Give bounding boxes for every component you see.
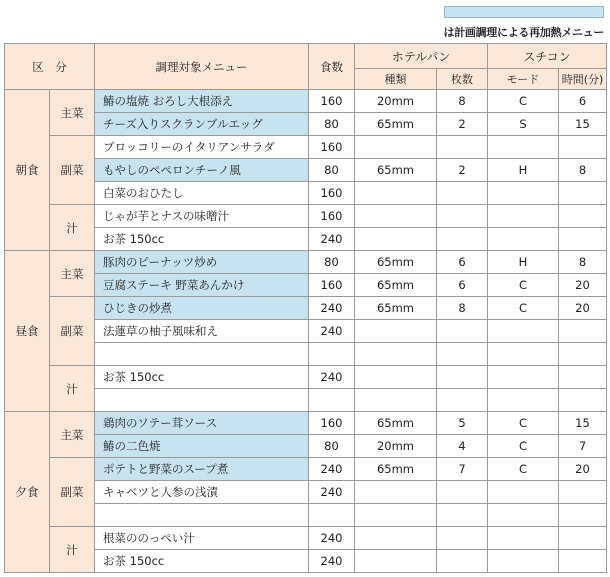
servings-cell: 80 bbox=[309, 435, 355, 458]
servings-cell: 160 bbox=[309, 274, 355, 297]
legend-text: は計画調理による再加熱メニュー bbox=[443, 26, 604, 39]
pan-type-cell bbox=[355, 136, 437, 159]
mode-cell: S bbox=[488, 113, 559, 136]
table-row bbox=[5, 343, 607, 366]
servings-cell: 160 bbox=[309, 90, 355, 113]
pan-count-cell bbox=[437, 504, 488, 527]
table-row bbox=[5, 159, 607, 182]
mode-cell bbox=[488, 527, 559, 550]
header-time: 時間(分) bbox=[559, 69, 607, 90]
menu-item-name: 白菜のおひたし bbox=[95, 182, 309, 205]
time-cell bbox=[559, 136, 607, 159]
pan-type-cell bbox=[355, 504, 437, 527]
pan-count-cell: 6 bbox=[437, 251, 488, 274]
mode-cell: C bbox=[488, 274, 559, 297]
pan-type-cell bbox=[355, 343, 437, 366]
header-mode: モード bbox=[488, 69, 559, 90]
pan-count-cell: 2 bbox=[437, 159, 488, 182]
menu-item-name: お茶 150cc bbox=[95, 228, 309, 251]
pan-count-cell: 2 bbox=[437, 113, 488, 136]
menu-table bbox=[4, 43, 607, 573]
pan-type-cell bbox=[355, 320, 437, 343]
pan-type-cell bbox=[355, 481, 437, 504]
header-division: 区 分 bbox=[5, 44, 95, 90]
mode-cell bbox=[488, 228, 559, 251]
servings-cell: 80 bbox=[309, 113, 355, 136]
pan-count-cell: 7 bbox=[437, 458, 488, 481]
pan-type-cell: 65mm bbox=[355, 297, 437, 320]
meal-label: 朝食 bbox=[5, 90, 50, 251]
pan-type-cell: 65mm bbox=[355, 274, 437, 297]
pan-type-cell: 65mm bbox=[355, 412, 437, 435]
table-row bbox=[5, 297, 607, 320]
time-cell: 7 bbox=[559, 435, 607, 458]
pan-type-cell bbox=[355, 389, 437, 412]
mode-cell: C bbox=[488, 297, 559, 320]
pan-type-cell bbox=[355, 228, 437, 251]
menu-item-name: チーズ入りスクランブルエッグ bbox=[95, 113, 309, 136]
pan-type-cell bbox=[355, 205, 437, 228]
time-cell: 8 bbox=[559, 159, 607, 182]
pan-count-cell: 5 bbox=[437, 412, 488, 435]
menu-item-name: 鰆の二色焼 bbox=[95, 435, 309, 458]
table-row bbox=[5, 527, 607, 550]
mode-cell: C bbox=[488, 90, 559, 113]
menu-item-name: 豆腐ステーキ 野菜あんかけ bbox=[95, 274, 309, 297]
time-cell bbox=[559, 205, 607, 228]
pan-type-cell bbox=[355, 366, 437, 389]
menu-item-name: キャベツと人参の浅漬 bbox=[95, 481, 309, 504]
table-row bbox=[5, 504, 607, 527]
menu-item-name: お茶 150cc bbox=[95, 366, 309, 389]
table-row bbox=[5, 320, 607, 343]
menu-item-name: 鰆の塩焼 おろし大根添え bbox=[95, 90, 309, 113]
category-label: 汁 bbox=[50, 527, 95, 573]
pan-type-cell: 20mm bbox=[355, 90, 437, 113]
category-label: 主菜 bbox=[50, 90, 95, 136]
legend bbox=[434, 6, 604, 40]
menu-item-name: お茶 150cc bbox=[95, 550, 309, 573]
header-steam-convection: スチコン bbox=[488, 44, 607, 69]
header-count: 枚数 bbox=[437, 69, 488, 90]
mode-cell bbox=[488, 343, 559, 366]
table-row bbox=[5, 251, 607, 274]
servings-cell: 240 bbox=[309, 458, 355, 481]
menu-item-name: もやしのペペロンチーノ風 bbox=[95, 159, 309, 182]
table-row bbox=[5, 481, 607, 504]
time-cell: 15 bbox=[559, 113, 607, 136]
pan-count-cell bbox=[437, 205, 488, 228]
pan-type-cell bbox=[355, 550, 437, 573]
pan-type-cell: 65mm bbox=[355, 458, 437, 481]
table-row bbox=[5, 550, 607, 573]
mode-cell bbox=[488, 205, 559, 228]
pan-count-cell bbox=[437, 550, 488, 573]
pan-count-cell bbox=[437, 527, 488, 550]
mode-cell bbox=[488, 366, 559, 389]
servings-cell: 160 bbox=[309, 136, 355, 159]
menu-item-name bbox=[95, 343, 309, 366]
menu-item-name: 豚肉のピーナッツ炒め bbox=[95, 251, 309, 274]
menu-item-name: ポテトと野菜のスープ煮 bbox=[95, 458, 309, 481]
pan-count-cell: 8 bbox=[437, 297, 488, 320]
category-label: 主菜 bbox=[50, 251, 95, 297]
servings-cell: 240 bbox=[309, 366, 355, 389]
pan-count-cell: 4 bbox=[437, 435, 488, 458]
pan-count-cell bbox=[437, 228, 488, 251]
pan-count-cell bbox=[437, 182, 488, 205]
pan-count-cell bbox=[437, 481, 488, 504]
servings-cell: 240 bbox=[309, 228, 355, 251]
servings-cell: 160 bbox=[309, 182, 355, 205]
menu-item-name: ひじきの炒煮 bbox=[95, 297, 309, 320]
mode-cell bbox=[488, 136, 559, 159]
mode-cell bbox=[488, 504, 559, 527]
pan-type-cell: 20mm bbox=[355, 435, 437, 458]
menu-item-name: 鶏肉のソテー茸ソース bbox=[95, 412, 309, 435]
category-label: 副菜 bbox=[50, 297, 95, 366]
menu-item-name bbox=[95, 389, 309, 412]
servings-cell: 80 bbox=[309, 159, 355, 182]
table-row bbox=[5, 366, 607, 389]
mode-cell bbox=[488, 550, 559, 573]
time-cell bbox=[559, 550, 607, 573]
header-menu: 調理対象メニュー bbox=[95, 44, 309, 90]
menu-item-name: ブロッコリーのイタリアンサラダ bbox=[95, 136, 309, 159]
time-cell: 20 bbox=[559, 274, 607, 297]
servings-cell: 160 bbox=[309, 412, 355, 435]
table-row bbox=[5, 90, 607, 113]
mode-cell bbox=[488, 320, 559, 343]
time-cell bbox=[559, 366, 607, 389]
servings-cell bbox=[309, 389, 355, 412]
pan-type-cell bbox=[355, 182, 437, 205]
servings-cell: 240 bbox=[309, 550, 355, 573]
time-cell: 20 bbox=[559, 297, 607, 320]
servings-cell bbox=[309, 343, 355, 366]
pan-type-cell: 65mm bbox=[355, 251, 437, 274]
menu-item-name: 法蓮草の柚子風味和え bbox=[95, 320, 309, 343]
table-row bbox=[5, 412, 607, 435]
menu-item-name: じゃが芋とナスの味噌汁 bbox=[95, 205, 309, 228]
time-cell bbox=[559, 389, 607, 412]
mode-cell: C bbox=[488, 458, 559, 481]
pan-type-cell bbox=[355, 527, 437, 550]
servings-cell: 240 bbox=[309, 481, 355, 504]
pan-count-cell bbox=[437, 389, 488, 412]
category-label: 汁 bbox=[50, 366, 95, 412]
mode-cell: C bbox=[488, 435, 559, 458]
table-row bbox=[5, 136, 607, 159]
meal-label: 昼食 bbox=[5, 251, 50, 412]
legend-swatch bbox=[444, 6, 604, 18]
mode-cell: C bbox=[488, 412, 559, 435]
category-label: 汁 bbox=[50, 205, 95, 251]
pan-count-cell bbox=[437, 343, 488, 366]
servings-cell: 240 bbox=[309, 297, 355, 320]
pan-count-cell bbox=[437, 320, 488, 343]
pan-count-cell: 6 bbox=[437, 274, 488, 297]
time-cell bbox=[559, 343, 607, 366]
mode-cell: H bbox=[488, 159, 559, 182]
time-cell bbox=[559, 320, 607, 343]
pan-count-cell bbox=[437, 366, 488, 389]
time-cell bbox=[559, 228, 607, 251]
table-row bbox=[5, 274, 607, 297]
category-label: 主菜 bbox=[50, 412, 95, 458]
table-row bbox=[5, 228, 607, 251]
pan-type-cell: 65mm bbox=[355, 159, 437, 182]
time-cell: 20 bbox=[559, 458, 607, 481]
header-hotel-pan: ホテルパン bbox=[355, 44, 488, 69]
mode-cell bbox=[488, 389, 559, 412]
time-cell: 15 bbox=[559, 412, 607, 435]
table-row bbox=[5, 182, 607, 205]
time-cell: 8 bbox=[559, 251, 607, 274]
pan-count-cell bbox=[437, 136, 488, 159]
time-cell: 6 bbox=[559, 90, 607, 113]
header-servings: 食数 bbox=[309, 44, 355, 90]
meal-label: 夕食 bbox=[5, 412, 50, 573]
table-row bbox=[5, 113, 607, 136]
servings-cell bbox=[309, 504, 355, 527]
menu-item-name: 根菜ののっぺい汁 bbox=[95, 527, 309, 550]
servings-cell: 160 bbox=[309, 205, 355, 228]
servings-cell: 240 bbox=[309, 320, 355, 343]
table-row bbox=[5, 435, 607, 458]
menu-item-name bbox=[95, 504, 309, 527]
category-label: 副菜 bbox=[50, 136, 95, 205]
pan-count-cell: 8 bbox=[437, 90, 488, 113]
table-row bbox=[5, 205, 607, 228]
menu-table-body bbox=[5, 90, 607, 573]
table-row bbox=[5, 389, 607, 412]
table-row bbox=[5, 458, 607, 481]
time-cell bbox=[559, 481, 607, 504]
servings-cell: 80 bbox=[309, 251, 355, 274]
mode-cell bbox=[488, 481, 559, 504]
header-type: 種類 bbox=[355, 69, 437, 90]
time-cell bbox=[559, 182, 607, 205]
servings-cell: 240 bbox=[309, 527, 355, 550]
time-cell bbox=[559, 504, 607, 527]
time-cell bbox=[559, 527, 607, 550]
category-label: 副菜 bbox=[50, 458, 95, 527]
mode-cell: H bbox=[488, 251, 559, 274]
mode-cell bbox=[488, 182, 559, 205]
pan-type-cell: 65mm bbox=[355, 113, 437, 136]
